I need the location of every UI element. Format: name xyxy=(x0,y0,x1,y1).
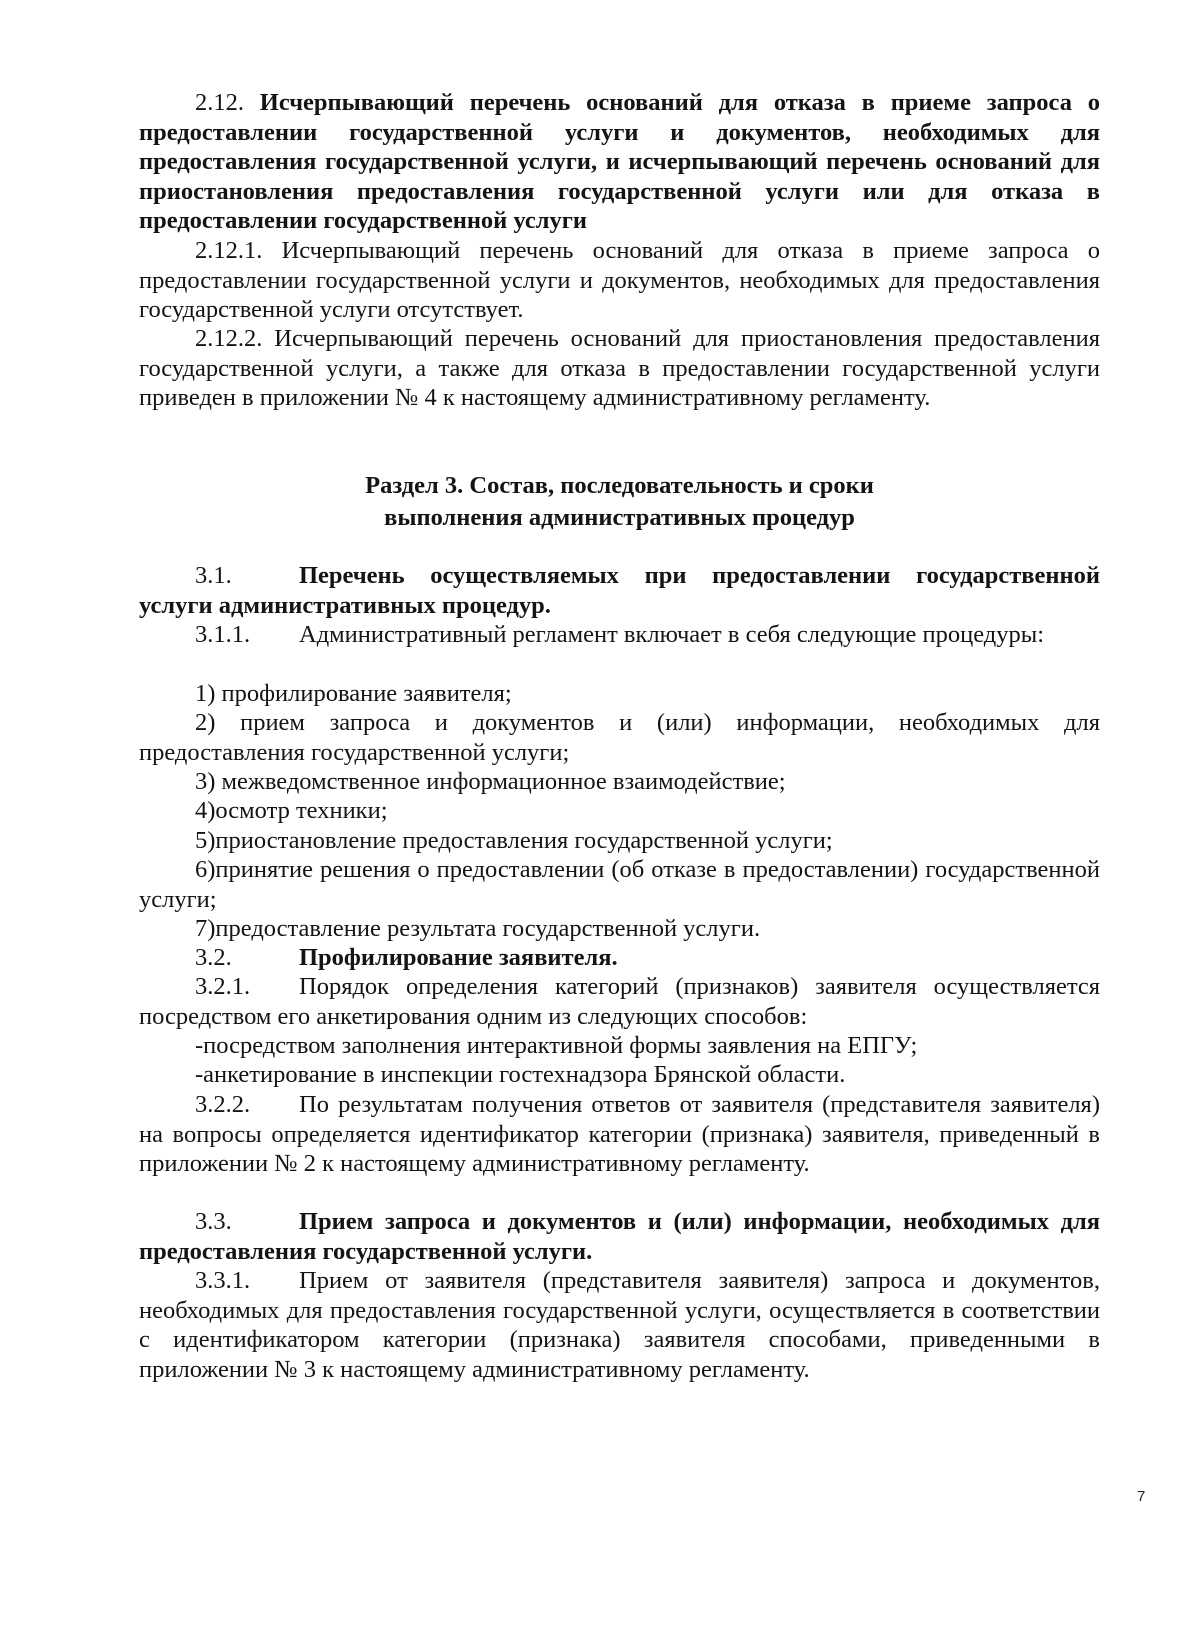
paragraph-3-2-number: 3.2. xyxy=(195,944,232,971)
procedure-item-3: 3) межведомственное информационное взаимодействие; xyxy=(195,768,786,795)
paragraph-3-1-1-number: 3.1.1. xyxy=(195,621,251,648)
paragraph-3-1 xyxy=(139,561,1100,620)
paragraph-3-1-1-text: Административный регламент включает в себя следующие процедуры: xyxy=(299,621,1045,648)
section-3-heading-line2: выполнения административных процедур xyxy=(384,504,855,531)
paragraph-3-2-heading: Профилирование заявителя. xyxy=(299,944,618,971)
paragraph-3-2-1-text: Порядок определения категорий (признаков) заявителя осуществляется посредством его анкетирования одним из следующих способов: xyxy=(139,973,1100,1030)
paragraph-3-2-1 xyxy=(139,972,1100,1031)
method-item-1: -посредством заполнения интерактивной формы заявления на ЕПГУ; xyxy=(195,1032,918,1059)
paragraph-3-2-2-text: По результатам получения ответов от заявителя (представителя заявителя) на вопросы определяется идентификатор категории (признака) заявителя, приведенный в приложении № 2 к настоящему административному регламенту. xyxy=(139,1091,1100,1177)
paragraph-3-3-1-number: 3.3.1. xyxy=(195,1267,251,1294)
paragraph-3-1-number: 3.1. xyxy=(195,562,232,589)
procedure-item-5: 5)приостановление предоставления государственной услуги; xyxy=(195,827,833,854)
procedure-item-7: 7)предоставление результата государственной услуги. xyxy=(195,915,761,942)
paragraph-3-2-2-number: 3.2.2. xyxy=(195,1091,251,1118)
paragraph-3-3-1-text: Прием от заявителя (представителя заявителя) запроса и документов, необходимых для предоставления государственной услуги, осуществляется в соответствии с идентификатором категории (признака) заявителя способами, приведенными в приложении № 3 к настоящему административному регламенту. xyxy=(139,1267,1100,1383)
procedure-item-4: 4)осмотр техники; xyxy=(195,797,388,824)
paragraph-3-1-heading: Перечень осуществляемых при предоставлении государственной услуги административных процедур. xyxy=(139,562,1100,619)
paragraph-2-12-heading: Исчерпывающий перечень оснований для отказа в приеме запроса о предоставлении государственной услуги и документов, необходимых для предоставления государственной услуги, и исчерпывающий перечень оснований для приостановления предоставления государственной услуги или для отказа в предоставлении государственной услуги xyxy=(139,89,1101,234)
procedure-item-1: 1) профилирование заявителя; xyxy=(195,680,512,707)
page-number: 7 xyxy=(1137,1488,1146,1505)
paragraph-2-12-2: 2.12.2. Исчерпывающий перечень оснований для приостановления предоставления государственной услуги, а также для отказа в предоставлении государственной услуги приведен в приложении № 4 к настоящему административному регламенту. xyxy=(139,325,1100,411)
paragraph-2-12-1: 2.12.1. Исчерпывающий перечень оснований для отказа в приеме запроса о предоставлении государственной услуги и документов, необходимых для предоставления государственной услуги отсутствует. xyxy=(139,237,1100,323)
paragraph-3-3-number: 3.3. xyxy=(195,1208,232,1235)
paragraph-3-1-1 xyxy=(139,620,1100,650)
paragraph-3-2-1-number: 3.2.1. xyxy=(195,973,251,1000)
section-3-heading xyxy=(139,470,1100,534)
section-3-heading-line1: Раздел 3. Состав, последовательность и сроки xyxy=(365,472,874,499)
paragraph-3-2 xyxy=(139,943,1100,973)
paragraph-3-3 xyxy=(139,1207,1100,1266)
paragraph-2-12 xyxy=(139,88,1100,236)
procedure-item-2: 2) прием запроса и документов и (или) информации, необходимых для предоставления государственной услуги; xyxy=(139,709,1100,766)
paragraph-2-12-number: 2.12. xyxy=(195,89,244,116)
procedure-item-6: 6)принятие решения о предоставлении (об отказе в предоставлении) государственной услуги; xyxy=(139,856,1100,913)
paragraph-3-3-1 xyxy=(139,1266,1100,1384)
method-item-2: -анкетирование в инспекции гостехнадзора Брянской области. xyxy=(195,1061,846,1088)
paragraph-3-2-2 xyxy=(139,1090,1100,1179)
paragraph-3-3-heading: Прием запроса и документов и (или) информации, необходимых для предоставления государственной услуги. xyxy=(139,1208,1100,1265)
